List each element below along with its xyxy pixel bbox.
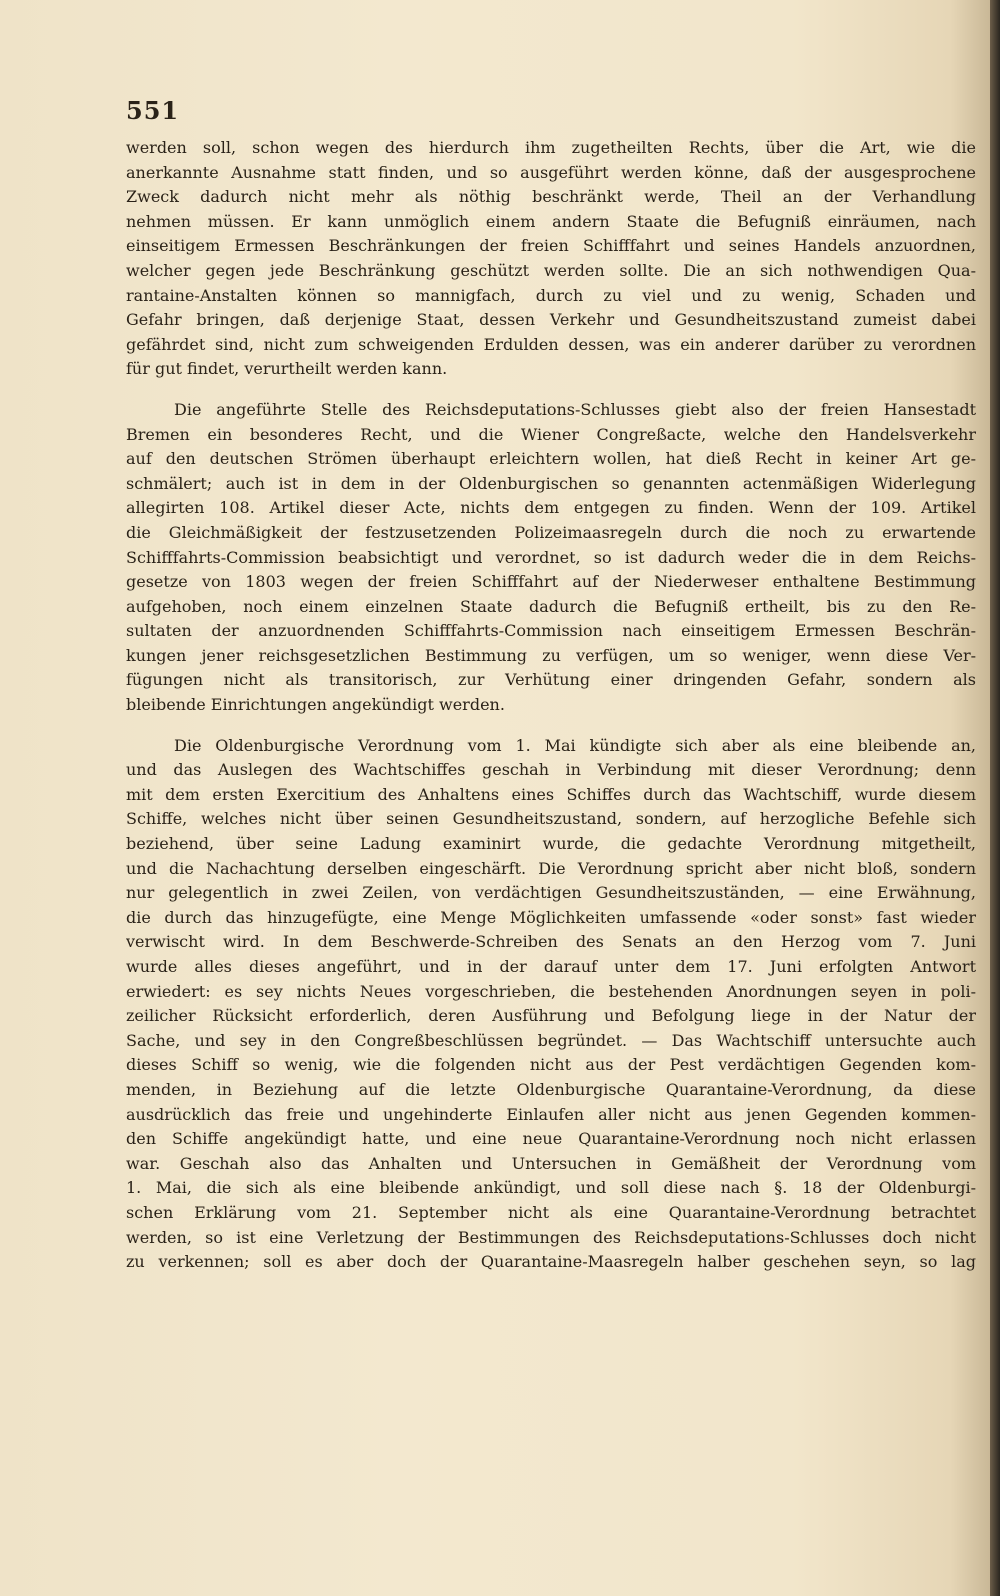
text-line: und die Nachachtung derselben eingeschärft. Die Verordnung spricht aber nicht bloß, sondern (126, 858, 976, 878)
text-line: ausdrücklich das freie und ungehinderte Einlaufen aller nicht aus jenen Gegenden kommen- (126, 1104, 976, 1124)
text-line: nur gelegentlich in zwei Zeilen, von verdächtigen Gesundheitszuständen, — eine Erwähnung, (126, 883, 976, 903)
text-line: Die Oldenburgische Verordnung vom 1. Mai kündigte sich aber als eine bleibende an, (174, 735, 976, 755)
text-line: aufgehoben, noch einem einzelnen Staate dadurch die Befugniß ertheilt, bis zu den Re- (126, 596, 976, 616)
text-line: dieses Schiff so wenig, wie die folgenden nicht aus der Pest verdächtigen Gegenden kom- (126, 1055, 976, 1075)
text-line: zeilicher Rücksicht erforderlich, deren Ausführung und Befolgung liege in der Natur der (126, 1006, 976, 1026)
paragraph-2 (126, 398, 976, 718)
text-line: Gefahr bringen, daß derjenige Staat, dessen Verkehr und Gesundheitszustand zumeist dabei (126, 310, 976, 330)
text-line: und das Auslegen des Wachtschiffes geschah in Verbindung mit dieser Verordnung; denn (126, 760, 976, 780)
text-line: die Gleichmäßigkeit der festzusetzenden Polizeimaasregeln durch die noch zu erwartende (126, 522, 976, 542)
text-line: erwiedert: es sey nichts Neues vorgeschrieben, die bestehenden Anordnungen seyen in poli- (126, 981, 976, 1001)
text-line: nehmen müssen. Er kann unmöglich einem andern Staate die Befugniß einräumen, nach (126, 211, 976, 231)
text-line: beziehend, über seine Ladung examinirt wurde, die gedachte Verordnung mitgetheilt, (126, 834, 976, 854)
text-line: bleibende Einrichtungen angekündigt werden. (126, 695, 505, 715)
text-line: 1. Mai, die sich als eine bleibende ankündigt, und soll diese nach §. 18 der Oldenburgi- (126, 1178, 976, 1198)
text-line: allegirten 108. Artikel dieser Acte, nichts dem entgegen zu finden. Wenn der 109. Artikel (126, 498, 976, 518)
body-text (126, 136, 976, 1275)
text-line: gefährdet sind, nicht zum schweigenden Erdulden dessen, was ein anderer darüber zu verordnen (126, 334, 976, 354)
text-line: zu verkennen; soll es aber doch der Quarantaine-Maasregeln halber geschehen seyn, so lag (126, 1252, 976, 1272)
text-line: werden, so ist eine Verletzung der Bestimmungen des Reichsdeputations-Schlusses doch nicht (126, 1227, 976, 1247)
text-line: rantaine-Anstalten können so mannigfach, durch zu viel und zu wenig, Schaden und (126, 285, 976, 305)
text-line: Bremen ein besonderes Recht, und die Wiener Congreßacte, welche den Handelsverkehr (126, 424, 976, 444)
page-number: 551 (126, 96, 180, 125)
text-line: werden soll, schon wegen des hierdurch ihm zugetheilten Rechts, über die Art, wie die (126, 138, 976, 157)
text-line: die durch das hinzugefügte, eine Menge Möglichkeiten umfassende «oder sonst» fast wieder (126, 907, 976, 927)
text-line: den Schiffe angekündigt hatte, und eine neue Quarantaine-Verordnung noch nicht erlassen (126, 1129, 976, 1149)
paragraph-1 (126, 136, 976, 382)
text-line: fügungen nicht als transitorisch, zur Verhütung einer dringenden Gefahr, sondern als (126, 670, 976, 690)
text-line: schen Erklärung vom 21. September nicht als eine Quarantaine-Verordnung betrachtet (126, 1202, 976, 1222)
text-line: schmälert; auch ist in dem in der Oldenburgischen so genannten actenmäßigen Widerlegung (126, 473, 976, 493)
text-line: gesetze von 1803 wegen der freien Schifffahrt auf der Niederweser enthaltene Bestimmung (126, 572, 976, 592)
text-line: welcher gegen jede Beschränkung geschützt werden sollte. Die an sich nothwendigen Qua- (126, 260, 976, 280)
text-line: Zweck dadurch nicht mehr als nöthig beschränkt werde, Theil an der Verhandlung (126, 187, 976, 207)
scan-edge-shadow (990, 0, 1000, 1596)
text-line: war. Geschah also das Anhalten und Untersuchen in Gemäßheit der Verordnung vom (126, 1153, 976, 1173)
text-line: verwischt wird. In dem Beschwerde-Schreiben des Senats an den Herzog vom 7. Juni (126, 932, 976, 952)
text-line: Die angeführte Stelle des Reichsdeputations-Schlusses giebt also der freien Hansestadt (174, 399, 976, 419)
text-line: Schifffahrts-Commission beabsichtigt und verordnet, so ist dadurch weder die in dem Reichs- (126, 547, 976, 567)
text-line: wurde alles dieses angeführt, und in der darauf unter dem 17. Juni erfolgten Antwort (126, 957, 976, 976)
text-line: Schiffe, welches nicht über seinen Gesundheitszustand, sondern, auf herzogliche Befehle sich (126, 809, 976, 829)
text-line: Sache, und sey in den Congreßbeschlüssen begründet. — Das Wachtschiff untersuchte auch (126, 1030, 976, 1050)
paragraph-3 (126, 734, 976, 1275)
text-line: anerkannte Ausnahme statt finden, und so ausgeführt werden könne, daß der ausgesprochene (126, 162, 976, 182)
text-line: auf den deutschen Strömen überhaupt erleichtern wollen, hat dieß Recht in keiner Art ge- (126, 449, 976, 469)
text-line: kungen jener reichsgesetzlichen Bestimmung zu verfügen, um so weniger, wenn diese Ver- (126, 645, 976, 665)
text-line: für gut findet, verurtheilt werden kann. (126, 359, 448, 379)
text-line: sultaten der anzuordnenden Schifffahrts-Commission nach einseitigem Ermessen Beschrän- (126, 621, 976, 641)
text-line: einseitigem Ermessen Beschränkungen der freien Schifffahrt und seines Handels anzuordnen, (126, 236, 976, 256)
text-line: menden, in Beziehung auf die letzte Oldenburgische Quarantaine-Verordnung, da diese (126, 1079, 976, 1099)
text-line: mit dem ersten Exercitium des Anhaltens eines Schiffes durch das Wachtschiff, wurde diesem (126, 784, 976, 804)
